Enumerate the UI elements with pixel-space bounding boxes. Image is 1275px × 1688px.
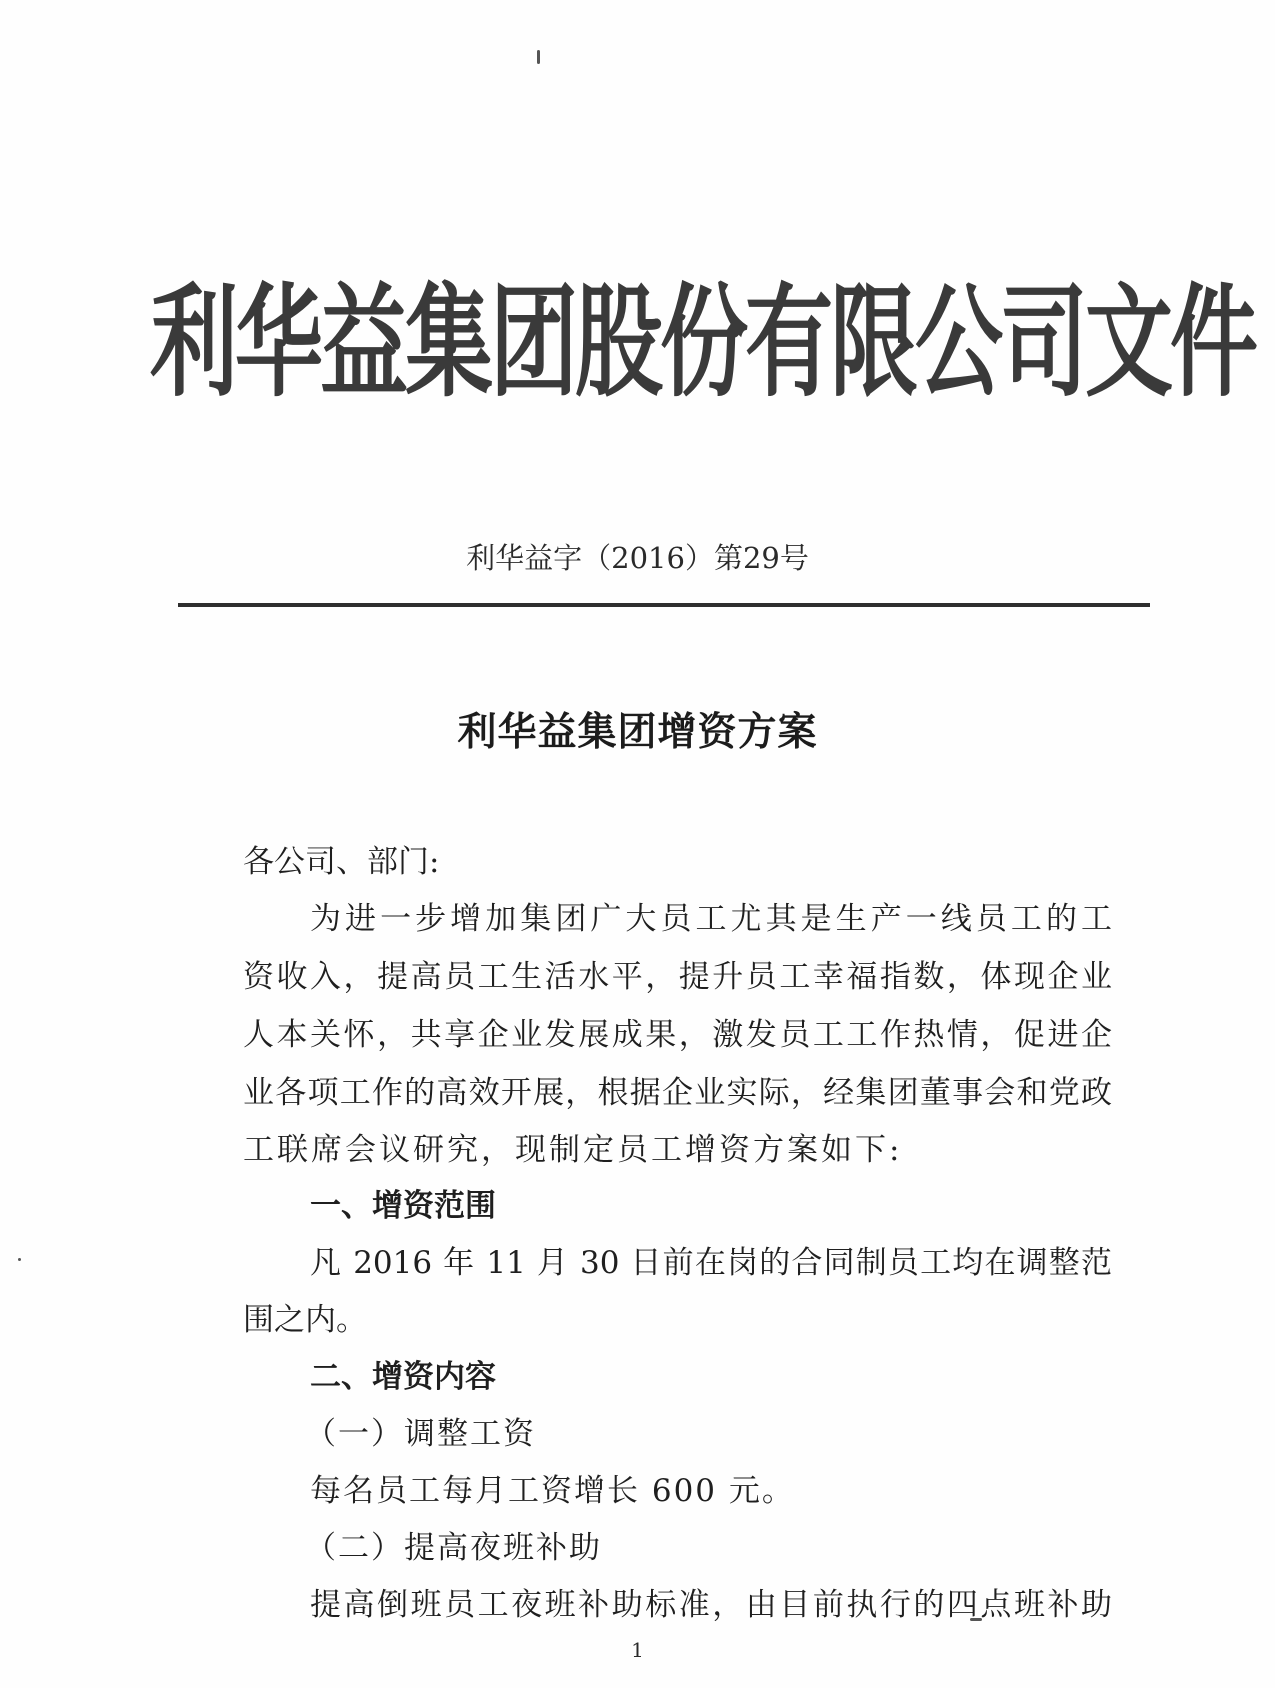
section-text-line: 凡 2016 年 11 月 30 日前在岗的合同制员工均在调整范 [310, 1245, 1112, 1281]
scan-speck [18, 1258, 21, 1261]
section-heading: 二、增资内容 [310, 1359, 496, 1395]
intro-line: 人本关怀，共享企业发展成果，激发员工工作热情，促进企 [243, 1017, 1112, 1053]
document-number: 利华益字（2016）第29号 [466, 541, 809, 575]
page-number: 1 [631, 1638, 644, 1662]
document-title: 利华益集团增资方案 [457, 709, 818, 755]
subsection-text: 每名员工每月工资增长 600 元。 [310, 1473, 795, 1509]
section-text-line: 围之内。 [243, 1302, 367, 1338]
header-divider-line [178, 603, 1150, 607]
subsection-heading: （一）调整工资 [305, 1416, 536, 1452]
subsection-heading: （二）提高夜班补助 [305, 1530, 602, 1566]
intro-line: 业各项工作的高效开展，根据企业实际，经集团董事会和党政 [243, 1075, 1112, 1111]
intro-line: 资收入，提高员工生活水平，提升员工幸福指数，体现企业 [243, 959, 1112, 995]
scan-speck [537, 50, 540, 64]
issuing-organization-header: 利华益集团股份有限公司文件 [150, 271, 1256, 414]
intro-line: 为进一步增加集团广大员工尤其是生产一线员工的工 [310, 901, 1112, 937]
section-heading: 一、增资范围 [310, 1188, 496, 1224]
intro-line: 工联席会议研究，现制定员工增资方案如下: [243, 1132, 903, 1168]
subsection-text: 提高倒班员工夜班补助标准，由目前执行的四点班补助 [310, 1587, 1112, 1623]
salutation: 各公司、部门: [243, 844, 440, 880]
